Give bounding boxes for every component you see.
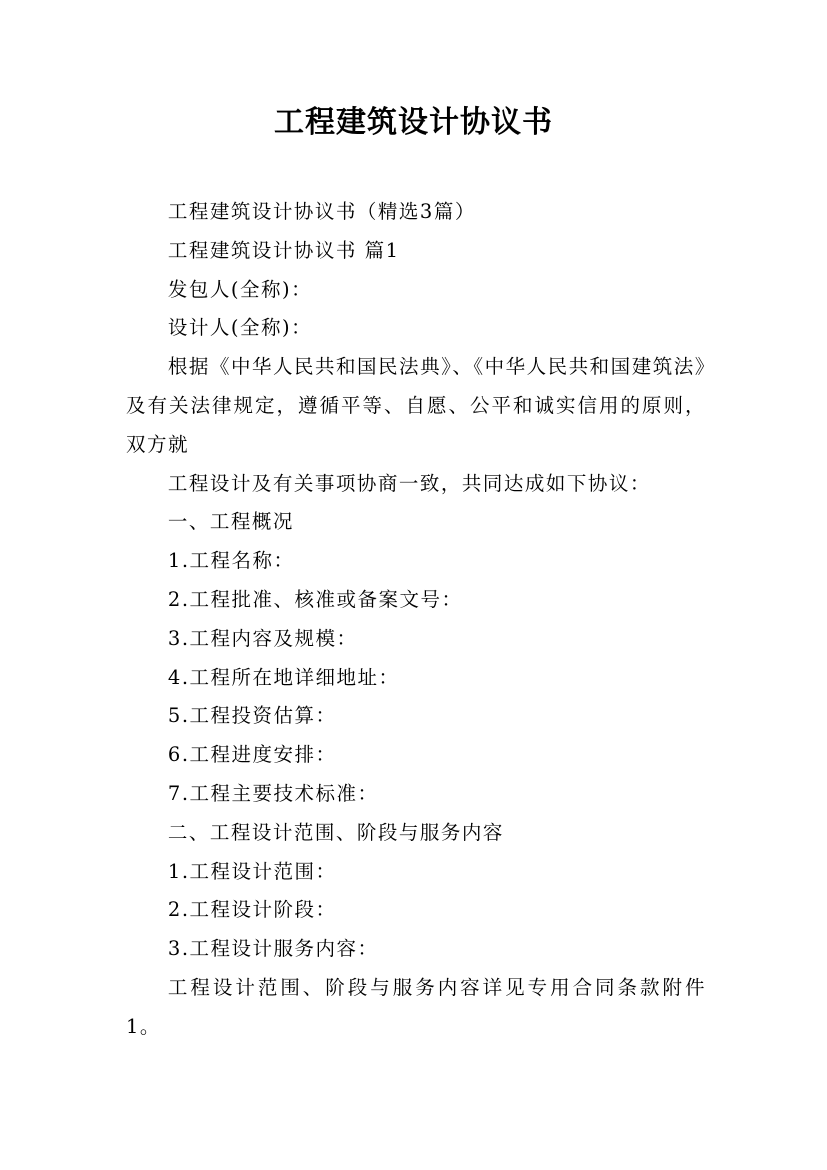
- list-item: 1.工程名称：: [167, 549, 295, 573]
- document-title: 工程建筑设计协议书: [274, 105, 553, 140]
- list-item: 6.工程进度安排：: [167, 743, 337, 767]
- list-item: 3.工程设计服务内容：: [167, 937, 379, 961]
- list-item: 5.工程投资估算：: [167, 704, 337, 728]
- list-item: 7.工程主要技术标准：: [167, 781, 379, 805]
- paragraph-part-heading: 工程建筑设计协议书 篇1: [167, 238, 400, 262]
- section-heading-scope: 二、工程设计范围、阶段与服务内容: [167, 820, 504, 844]
- list-item: 1.工程设计范围：: [167, 859, 337, 883]
- list-item: 3.工程内容及规模：: [167, 626, 358, 650]
- paragraph-designer: 设计人(全称)：: [167, 316, 313, 340]
- section-heading-overview: 一、工程概况: [167, 510, 294, 534]
- list-item: 2.工程设计阶段：: [167, 898, 337, 922]
- paragraph-employer: 发包人(全称)：: [167, 277, 313, 301]
- paragraph-intro: 工程建筑设计协议书（精选3篇）: [167, 200, 476, 223]
- paragraph-agreement: 工程设计及有关事项协商一致，共同达成如下协议：: [167, 471, 651, 495]
- document-body: [126, 193, 706, 1047]
- paragraph-legal-basis: 根据《中华人民共和国民法典》、《中华人民共和国建筑法》及有关法律规定，遵循平等、自愿、公平和诚实信用的原则，双方就: [126, 355, 706, 456]
- list-item: 4.工程所在地详细地址：: [167, 665, 400, 689]
- paragraph-scope-detail: 工程设计范围、阶段与服务内容详见专用合同条款附件1。: [126, 975, 706, 1038]
- list-item: 2.工程批准、核准或备案文号：: [167, 587, 463, 611]
